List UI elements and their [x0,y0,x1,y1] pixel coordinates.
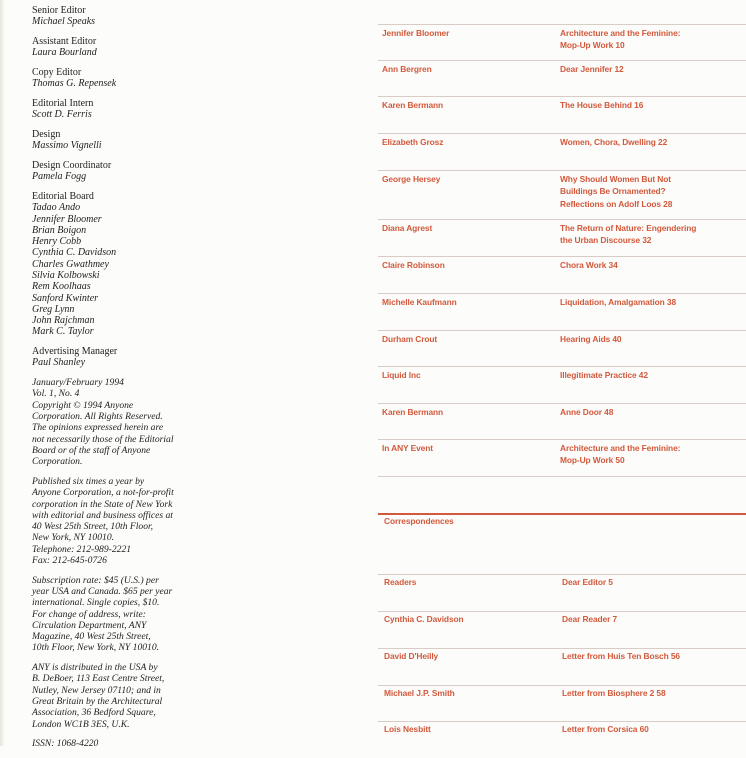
contents-author: Karen Bermann [382,407,444,417]
section-divider [378,476,746,477]
section-divider [378,219,746,220]
masthead-name: Mark C. Taylor [32,326,94,338]
section-divider [378,170,746,171]
publication-info-paragraph: Subscription rate: $45 (U.S.) per year USA and Canada. $65 per year international. Single copies, $10. For change of address, write: Circulation Department, ANY Magazine, 40 West 25th Street, 10th Floor, New York, NY 10010. [32,574,173,654]
contents-author: Karen Bermann [382,100,444,110]
masthead-block [32,129,372,152]
masthead-block [32,160,372,183]
contents-author: Elizabeth Grosz [382,137,444,147]
correspondences-heading: Correspondences [384,516,454,526]
masthead-name: Pamela Fogg [32,171,87,183]
contents-title: Illegitimate Practice 42 [560,370,648,380]
masthead-name: Jennifer Bloomer [32,213,102,225]
masthead-name: Rem Koolhaas [32,281,91,293]
masthead-role: Editorial Intern [32,97,94,109]
contents-title: Architecture and the Feminine: Mop-Up Work 50 [560,443,681,466]
correspondence-title: Dear Editor 5 [562,577,613,587]
publication-info-paragraph: January/February 1994 Vol. 1, No. 4 Copyright © 1994 Anyone Corporation. All Rights Reserved. The opinions expressed herein are not necessarily those of the Editorial Board or of the staff of Anyone Corporation. [32,377,174,468]
masthead-name: Michael Speaks [32,16,96,28]
masthead-role: Assistant Editor [32,35,97,47]
contents-author: Claire Robinson [382,260,445,270]
section-divider [378,133,746,134]
masthead-name: Scott D. Ferris [32,109,92,121]
masthead-block [32,36,372,59]
masthead-block [32,98,372,121]
contents-author: Durham Crout [382,334,438,344]
masthead-role: Advertising Manager [32,346,118,358]
section-divider [378,256,746,257]
section-divider [378,60,746,61]
masthead-block [32,5,372,28]
section-divider [378,685,746,686]
correspondence-title: Dear Reader 7 [562,614,618,624]
publication-info-paragraph: ISSN: 1068-4220 [32,738,99,750]
correspondence-title: Letter from Corsica 60 [562,724,649,734]
masthead-name: Thomas G. Repensek [32,78,117,90]
masthead-name: Silvia Kolbowski [32,269,100,281]
contents-author: Michelle Kaufmann [382,297,457,307]
masthead-column [32,5,372,758]
contents-title: Anne Door 48 [560,407,614,417]
contents-title: Architecture and the Feminine: Mop-Up Work 10 [560,28,681,51]
contents-title: Hearing Aids 40 [560,334,622,344]
contents-title: Women, Chora, Dwelling 22 [560,137,668,147]
contents-title: Dear Jennifer 12 [560,64,624,74]
page-gutter-shadow [0,0,5,746]
table-of-contents [378,0,746,746]
correspondence-author: Michael J.P. Smith [384,688,455,698]
masthead-name: Laura Bourland [32,47,97,59]
section-divider [378,366,746,367]
contents-author: Liquid Inc [382,370,421,380]
masthead-name: Sanford Kwinter [32,292,99,304]
contents-title: The House Behind 16 [560,100,644,110]
masthead-block [32,67,372,90]
contents-title: Chora Work 34 [560,260,618,270]
section-divider [378,24,746,25]
masthead-role: Copy Editor [32,66,82,78]
correspondence-author: David D'Heilly [384,651,439,661]
correspondence-title: Letter from Huis Ten Bosch 56 [562,651,680,661]
contents-title: Why Should Women But Not Buildings Be Ornamented? Reflections on Adolf Loos 28 [560,174,673,209]
section-divider [378,439,746,440]
contents-title: Liquidation, Amalgamation 38 [560,297,677,307]
publication-info-paragraph: ANY is distributed in the USA by B. DeBoer, 113 East Centre Street, Nutley, New Jersey 07110; and in Great Britain by the Architectural Association, 36 Bedford Square, London WC1B 3ES, U.K. [32,662,165,730]
masthead-name: Massimo Vignelli [32,140,102,152]
section-divider [378,611,746,612]
correspondence-author: Readers [384,577,417,587]
section-divider [378,403,746,404]
masthead-block [32,346,372,369]
publication-info-paragraph: Published six times a year by Anyone Corporation, a not-for-profit corporation in the State of New York with editorial and business offices at 40 West 25th Street, 10th Floor, New York, NY 10010. Telephone: 212-989-2221 Fax: 212-645-0726 [32,475,174,566]
masthead-name: Charles Gwathmey [32,258,109,270]
contents-author: Ann Bergren [382,64,432,74]
section-divider [378,330,746,331]
masthead-name: Greg Lynn [32,303,75,315]
masthead-name: Brian Boigon [32,224,87,236]
correspondence-author: Lois Nesbitt [384,724,431,734]
masthead-block [32,191,372,338]
contents-author: Diana Agrest [382,223,433,233]
section-divider [378,574,746,575]
contents-title: The Return of Nature: Engendering the Urban Discourse 32 [560,223,697,246]
contents-author: George Hersey [382,174,441,184]
section-divider [378,721,746,722]
contents-author: In ANY Event [382,443,433,453]
masthead-role: Design [32,128,61,140]
masthead-role: Design Coordinator [32,159,112,171]
correspondence-author: Cynthia C. Davidson [384,614,464,624]
masthead-name: Tadao Ando [32,202,81,214]
masthead-name: Cynthia C. Davidson [32,247,117,259]
section-divider [378,293,746,294]
section-divider [378,648,746,649]
masthead-role: Senior Editor [32,5,86,16]
masthead-role: Editorial Board [32,190,94,202]
masthead-name: John Rajchman [32,315,95,327]
contents-author: Jennifer Bloomer [382,28,450,38]
masthead-name: Henry Cobb [32,236,82,248]
correspondence-title: Letter from Biosphere 2 58 [562,688,666,698]
masthead-name: Paul Shanley [32,357,86,369]
section-divider [378,96,746,97]
